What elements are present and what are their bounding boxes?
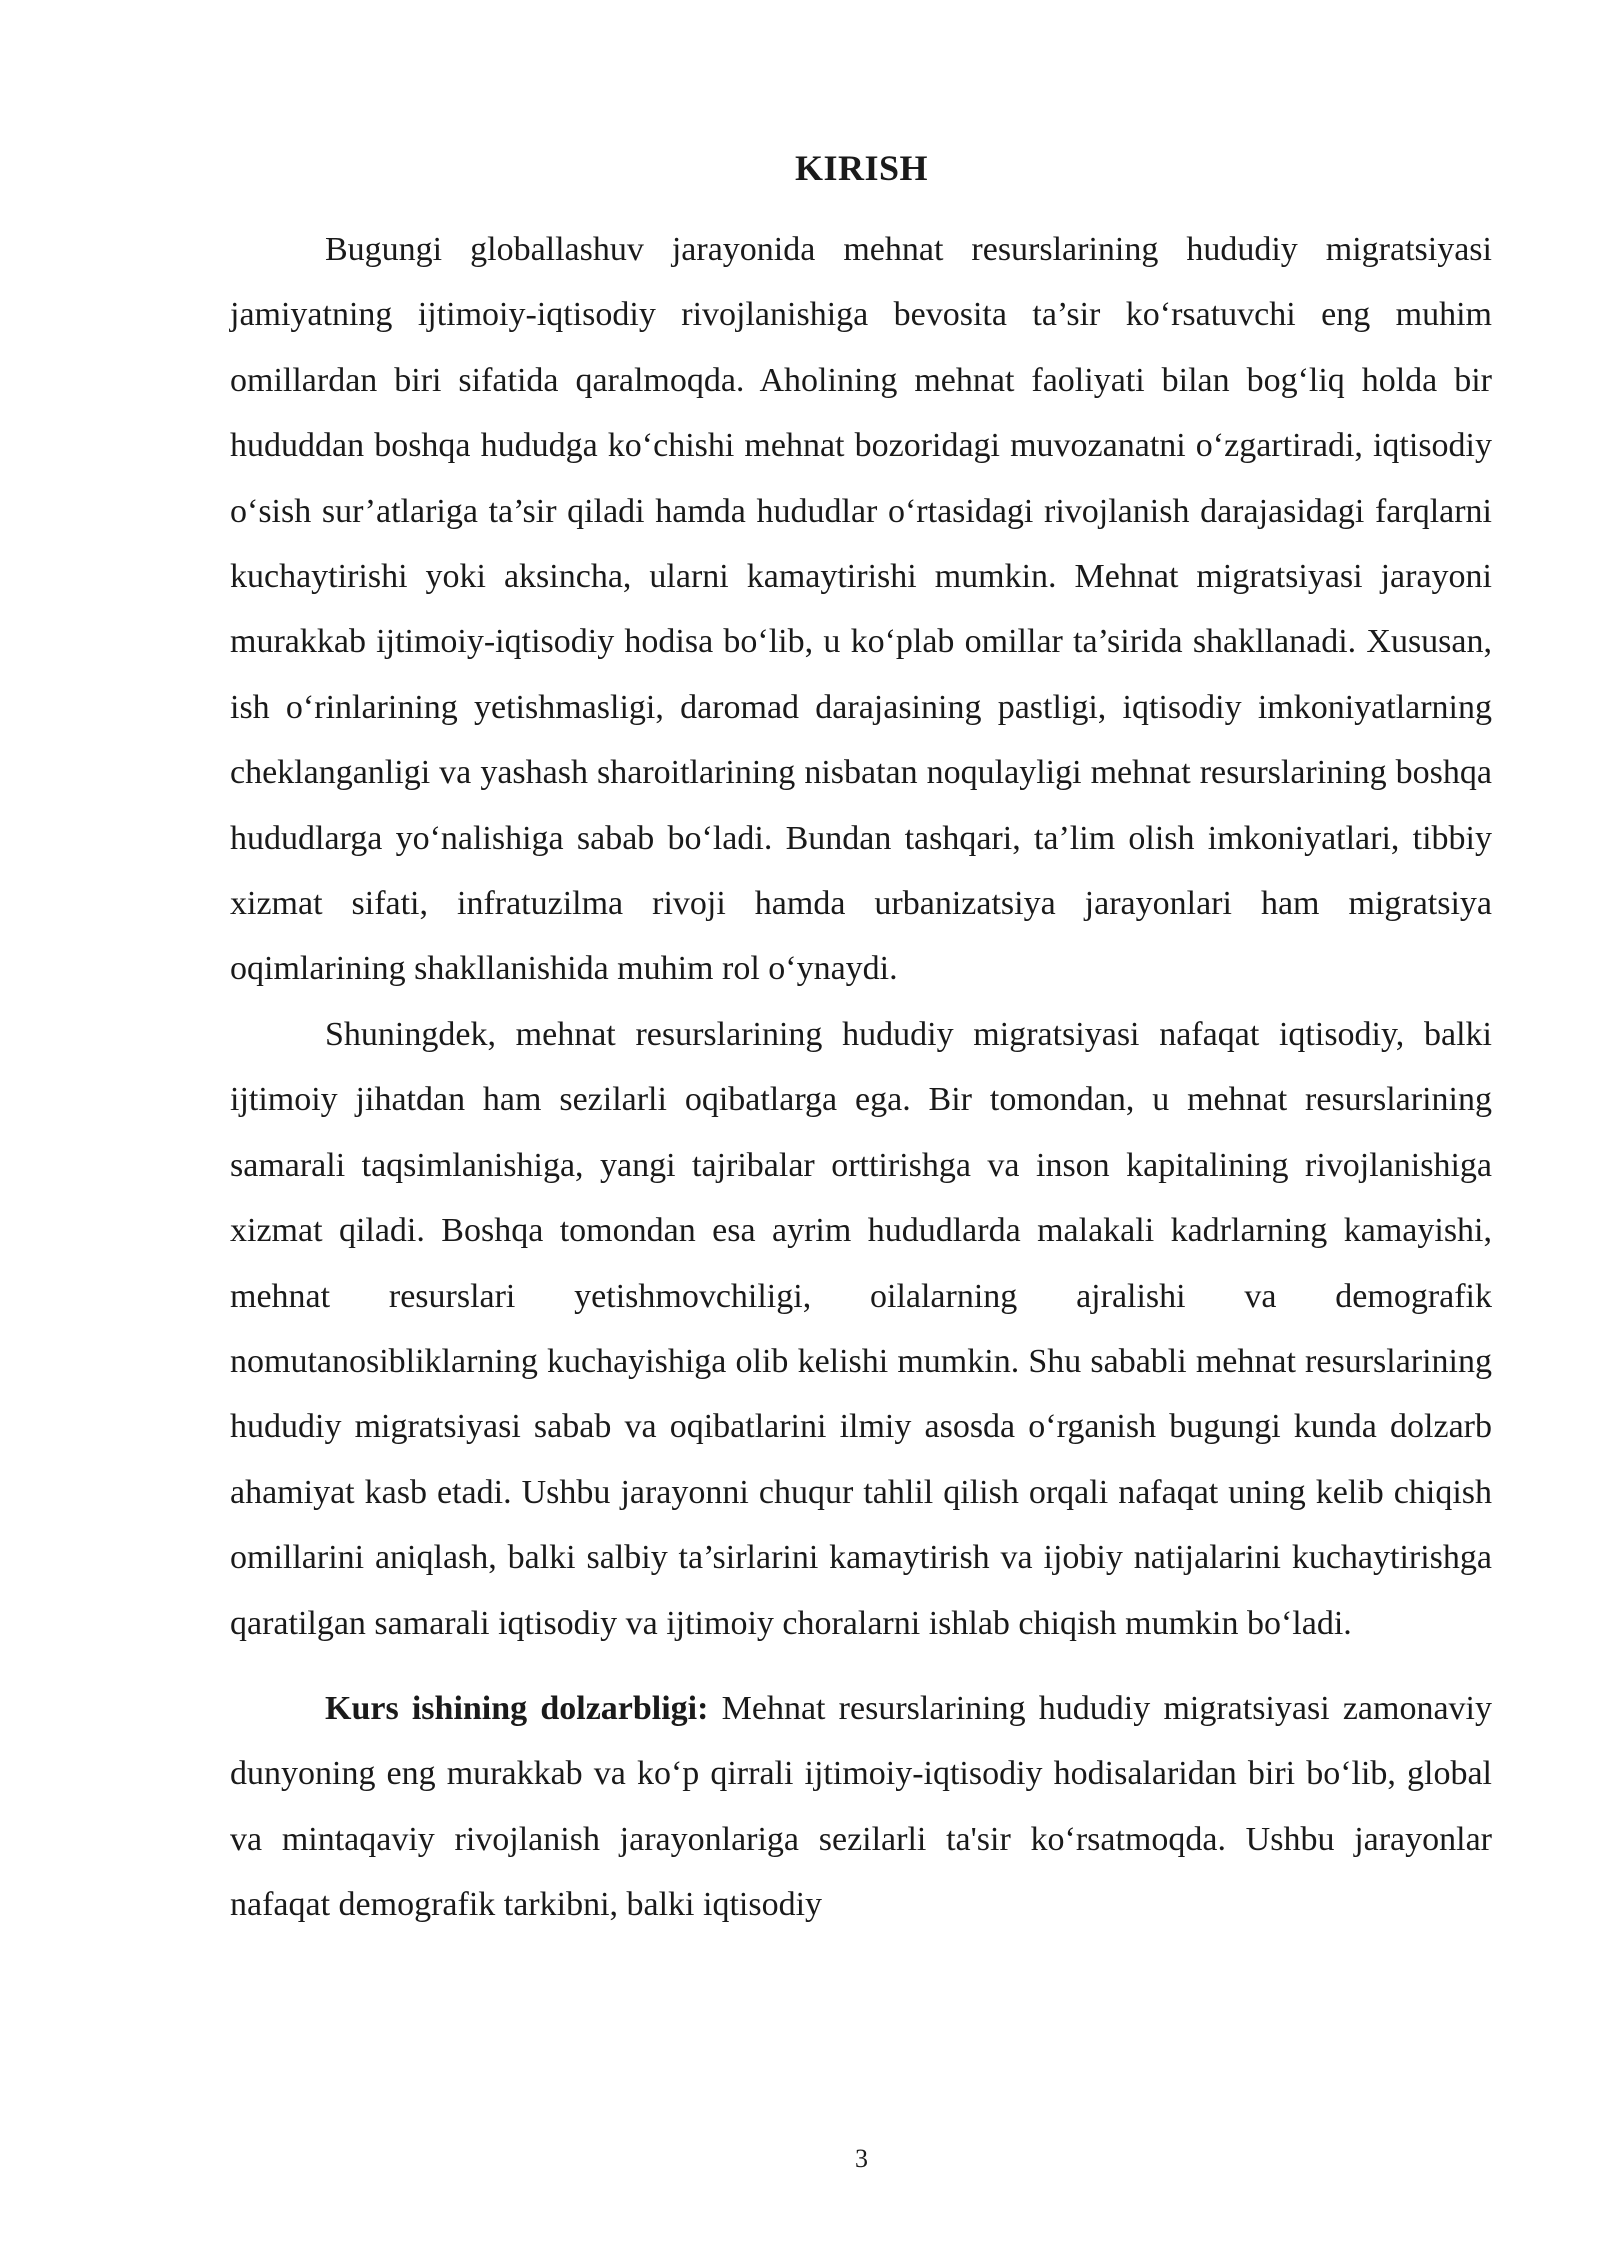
page-number: 3: [855, 2144, 868, 2173]
page-heading: KIRISH: [794, 148, 929, 188]
body-text: [230, 217, 1492, 1938]
relevance-lead: Kurs ishining dolzarbligi:: [325, 1689, 709, 1727]
paragraph-introduction: Bugungi globallashuv jarayonida mehnat resurslarining hududiy migratsiyasi jamiyatning ijtimoiy-iqtisodiy rivojlanishiga bevosita ta’sir koʻrsatuvchi eng muhim omillardan biri sifatida qaralmoqda. Aholining mehnat faoliyati bilan bogʻliq holda bir hududdan boshqa hududga koʻchishi mehnat bozoridagi muvozanatni oʻzgartiradi, iqtisodiy oʻsish sur’atlariga ta’sir qiladi hamda hududlar oʻrtasidagi rivojlanish darajasidagi farqlarni kuchaytirishi yoki aksincha, ularni kamaytirishi mumkin. Mehnat migratsiyasi jarayoni murakkab ijtimoiy-iqtisodiy hodisa boʻlib, u koʻplab omillar ta’sirida shakllanadi. Xususan, ish oʻrinlarining yetishmasligi, daromad darajasining pastligi, iqtisodiy imkoniyatlarning cheklanganligi va yashash sharoitlarining nisbatan noqulayligi mehnat resurslarining boshqa hududlarga yoʻnalishiga sabab boʻladi. Bundan tashqari, ta’lim olish imkoniyatlari, tibbiy xizmat sifati, infratuzilma rivoji hamda urbanizatsiya jarayonlari ham migratsiya oqimlarining shakllanishida muhim rol oʻynaydi.: [230, 231, 1492, 988]
paragraph-consequences: Shuningdek, mehnat resurslarining hududiy migratsiyasi nafaqat iqtisodiy, balki ijtimoiy jihatdan ham sezilarli oqibatlarga ega. Bir tomondan, u mehnat resurslarining samarali taqsimlanishiga, yangi tajribalar orttirishga va inson kapitalining rivojlanishiga xizmat qiladi. Boshqa tomondan esa ayrim hududlarda malakali kadrlarning kamayishi, mehnat resurslari yetishmovchiligi, oilalarning ajralishi va demografik nomutanosibliklarning kuchayishiga olib kelishi mumkin. Shu sababli mehnat resurslarining hududiy migratsiyasi sabab va oqibatlarini ilmiy asosda oʻrganish bugungi kunda dolzarb ahamiyat kasb etadi. Ushbu jarayonni chuqur tahlil qilish orqali nafaqat uning kelib chiqish omillarini aniqlash, balki salbiy ta’sirlarini kamaytirish va ijobiy natijalarini kuchaytirishga qaratilgan samarali iqtisodiy va ijtimoiy choralarni ishlab chiqish mumkin boʻladi.: [230, 1015, 1492, 1642]
relevance-text: Mehnat resurslarining hududiy migratsiyasi zamonaviy dunyoning eng murakkab va koʻp qirrali ijtimoiy-iqtisodiy hodisalaridan biri boʻlib, global va mintaqaviy rivojlanish jarayonlariga sezilarli ta'sir koʻrsatmoqda. Ushbu jarayonlar nafaqat demografik tarkibni, balki iqtisodiy: [230, 1689, 1492, 1924]
paragraph-relevance: [230, 1676, 1492, 1938]
